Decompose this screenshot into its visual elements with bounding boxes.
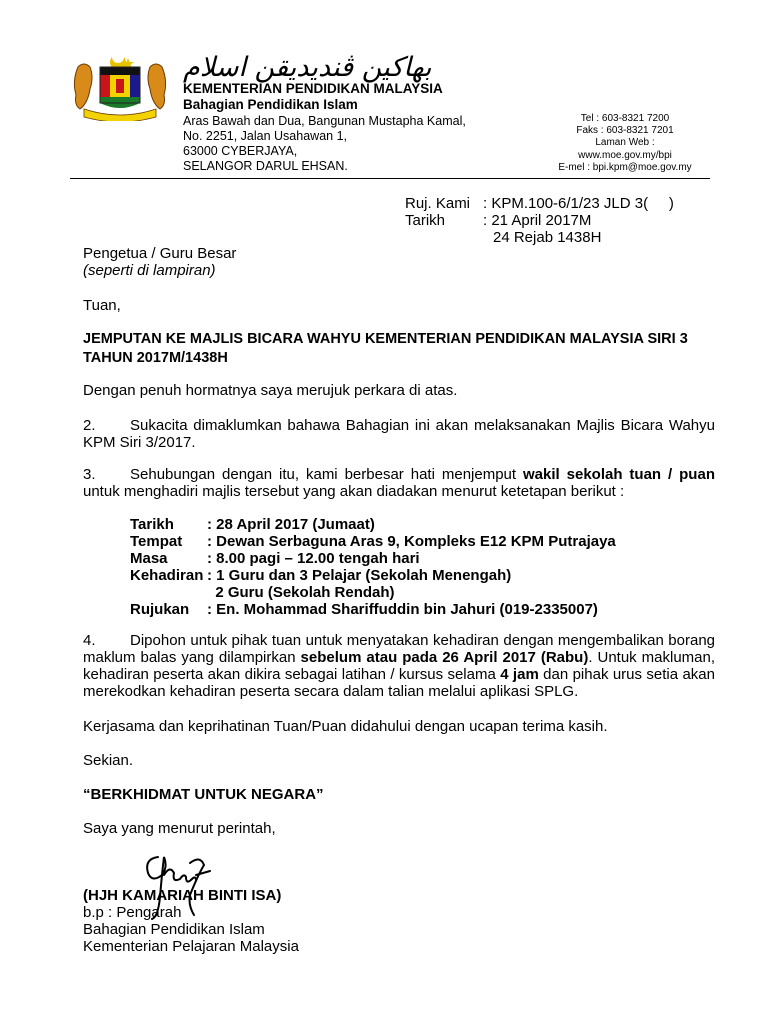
detail-label: Tempat <box>130 533 183 550</box>
letterhead-address <box>183 114 466 174</box>
detail-row <box>130 567 616 584</box>
paragraph-text: Sehubungan dengan itu, kami berbesar hati menjemput <box>130 466 523 483</box>
reference-block <box>405 195 674 246</box>
paragraph-emphasis: wakil sekolah tuan / puan <box>523 466 715 483</box>
signatory-title <box>83 904 299 955</box>
motto: “BERKHIDMAT UNTUK NEGARA” <box>83 786 324 803</box>
letter-subject: JEMPUTAN KE MAJLIS BICARA WAHYU KEMENTERIAN PENDIDIKAN MALAYSIA SIRI 3 TAHUN 2017M/1438H <box>83 331 688 366</box>
paragraph-4 <box>83 632 715 700</box>
detail-value: 2 Guru (Sekolah Rendah) <box>207 584 395 601</box>
detail-value: : En. Mohammad Shariffuddin bin Jahuri (019-2335007) <box>207 601 598 618</box>
salutation: Tuan, <box>83 297 121 314</box>
recipient-note: (seperti di lampiran) <box>83 262 216 279</box>
signatory-title-line: Bahagian Pendidikan Islam <box>83 921 265 938</box>
ruj-label: Ruj. Kami <box>405 195 471 212</box>
address-line: No. 2251, Jalan Usahawan 1, <box>183 129 347 143</box>
detail-value: : Dewan Serbaguna Aras 9, Kompleks E12 KPM Putrajaya <box>207 533 616 550</box>
detail-label: Rujukan <box>130 601 190 618</box>
detail-label <box>130 584 207 601</box>
closing: Sekian. <box>83 752 134 769</box>
paragraph-text: dan pihak urus setia akan merekodkan kehadiran peserta secara dalam talian melalui aplikasi SPLG. <box>83 666 715 700</box>
detail-row <box>130 601 616 618</box>
detail-row <box>130 533 616 550</box>
detail-value: : 28 April 2017 (Jumaat) <box>207 516 375 533</box>
paragraph-text: Dipohon untuk pihak tuan untuk menyatakan kehadiran dengan mengembalikan borang maklum balas yang dilampirkan <box>83 632 715 666</box>
paragraph-emphasis: 4 jam <box>500 666 539 683</box>
paragraph-text: Sukacita dimaklumkan bahawa Bahagian ini akan melaksanakan Majlis Bicara Wahyu KPM Siri 3/2017. <box>83 417 715 451</box>
tarikh-value: : 21 April 2017M <box>483 212 592 229</box>
contact-line: Tel : 603-8321 7200 <box>580 113 670 124</box>
contact-line: Faks : 603-8321 7201 <box>576 125 674 137</box>
paragraph-number: 3. <box>83 466 96 483</box>
paragraph-2 <box>83 417 715 451</box>
thanks-paragraph: Kerjasama dan keprihatinan Tuan/Puan didahului dengan ucapan terima kasih. <box>83 718 608 735</box>
division-name: Bahagian Pendidikan Islam <box>183 97 358 112</box>
address-line: SELANGOR DARUL EHSAN. <box>183 159 348 173</box>
address-line: Aras Bawah dan Dua, Bangunan Mustapha Kamal, <box>183 114 466 128</box>
contact-line: Laman Web : <box>595 137 655 149</box>
tarikh-hijri: 24 Rejab 1438H <box>493 229 602 246</box>
letterhead-organization <box>183 81 443 113</box>
detail-row <box>130 550 616 567</box>
detail-label: Kehadiran <box>130 567 204 584</box>
detail-row <box>130 516 616 533</box>
detail-label: Masa <box>130 550 168 567</box>
paragraph-text: untuk menghadiri majlis tersebut yang akan diadakan menurut ketetapan berikut : <box>83 483 625 500</box>
ruj-value: : KPM.100-6/1/23 JLD 3( ) <box>483 195 674 212</box>
detail-value: : 8.00 pagi – 12.00 tengah hari <box>207 550 420 567</box>
ministry-name: KEMENTERIAN PENDIDIKAN MALAYSIA <box>183 81 443 96</box>
letterhead-divider <box>70 178 710 179</box>
address-line: 63000 CYBERJAYA, <box>183 144 298 158</box>
coat-of-arms-logo <box>70 55 170 121</box>
letterhead-contact <box>520 113 730 174</box>
contact-line: E-mel : bpi.kpm@moe.gov.my <box>558 161 692 173</box>
paragraph-text: . Untuk makluman, kehadiran peserta akan dikira sebagai latihan / kursus selama <box>83 649 716 683</box>
recipient-block <box>83 245 236 279</box>
event-details <box>130 516 616 618</box>
paragraph-emphasis: sebelum atau pada 26 April 2017 (Rabu) <box>300 649 589 666</box>
opening-paragraph: Dengan penuh hormatnya saya merujuk perkara di atas. <box>83 382 458 399</box>
order-line: Saya yang menurut perintah, <box>83 820 276 837</box>
paragraph-number: 2. <box>83 417 96 434</box>
signatory-title-line: b.p : Pengarah <box>83 904 182 921</box>
jawi-division-title: بهاكين ڤنديديقن اسلام <box>183 52 432 83</box>
signatory-name: (HJH KAMARIAH BINTI ISA) <box>83 887 282 904</box>
detail-row <box>130 584 616 601</box>
detail-value: : 1 Guru dan 3 Pelajar (Sekolah Menengah) <box>207 567 512 584</box>
paragraph-number: 4. <box>83 632 96 649</box>
tarikh-label: Tarikh <box>405 212 446 229</box>
paragraph-3 <box>83 466 715 500</box>
signatory-title-line: Kementerian Pelajaran Malaysia <box>83 938 299 955</box>
contact-line: www.moe.gov.my/bpi <box>578 149 672 161</box>
recipient-title: Pengetua / Guru Besar <box>83 245 237 262</box>
detail-label: Tarikh <box>130 516 174 533</box>
